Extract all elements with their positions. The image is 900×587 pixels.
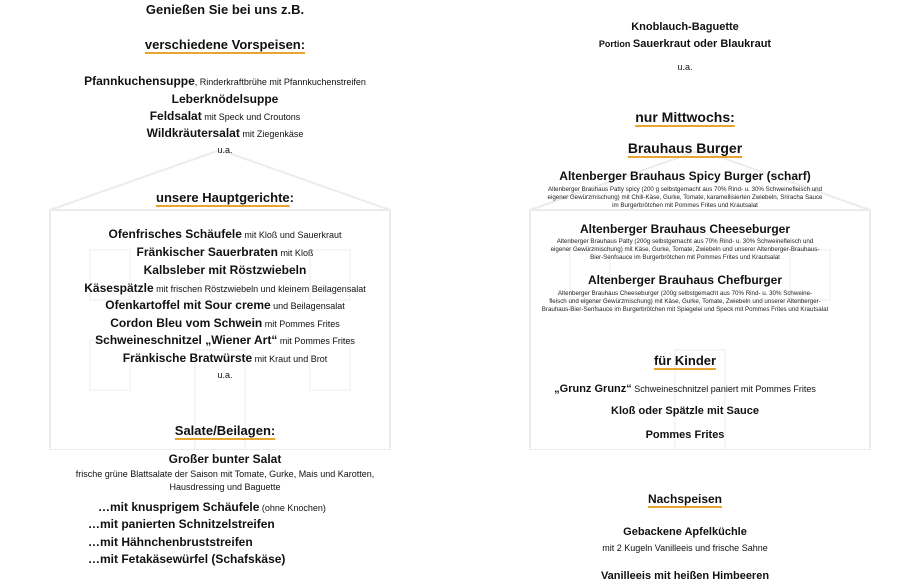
menu-item: Kloß oder Spätzle mit Sauce xyxy=(611,405,759,417)
dessert-heading: Nachspeisen xyxy=(647,492,723,506)
salad-option: …mit panierten Schnitzelstreifen xyxy=(88,517,275,531)
menu-item: Fränkische Bratwürste mit Kraut und Brot xyxy=(122,351,328,365)
salads-heading: Salate/Beilagen: xyxy=(174,423,276,438)
salad-description: Hausdressing und Baguette xyxy=(169,482,281,492)
side-item: Portion Sauerkraut oder Blaukraut xyxy=(598,38,772,50)
salad-option: …mit Fetakäsewürfel (Schafskäse) xyxy=(88,552,286,566)
burger-description: Altenberger Brauhaus Patty spicy (200 g selbstgemacht aus 70% Rind- u. 30% Schweinefleisch und xyxy=(547,186,823,193)
burger-description: Bier-Senfsauce im Burgerbrötchen mit Pommes Frites und Krautsalat xyxy=(590,254,780,261)
menu-item: Fränkischer Sauerbraten mit Kloß xyxy=(136,245,314,259)
burger-title: Altenberger Brauhaus Cheeseburger xyxy=(579,222,791,236)
more-note: u.a. xyxy=(217,145,233,155)
menu-item: Wildkräutersalat mit Ziegenkäse xyxy=(146,126,304,140)
menu-right-column xyxy=(470,0,900,587)
menu-item: „Grunz Grunz“ Schweineschnitzel paniert mit Pommes Frites xyxy=(554,383,816,395)
menu-item: Leberknödelsuppe xyxy=(171,92,279,106)
menu-item: Schweineschnitzel „Wiener Art“ mit Pommes Frites xyxy=(95,333,355,347)
menu-item: Käsespätzle mit frischen Röstzwiebeln und kleinem Beilagensalat xyxy=(84,281,366,295)
burger-description: eigener Gewürzmischung) mit Chili-Käse, Gurke, Tomate, karamellisierten Zwiebeln, Sriracha Sauce xyxy=(547,194,823,201)
dessert-description: mit 2 Kugeln Vanilleeis und frische Sahne xyxy=(602,543,768,553)
menu-item: Pommes Frites xyxy=(645,429,725,441)
salad-title: Großer bunter Salat xyxy=(168,452,282,466)
menu-item: Ofenkartoffel mit Sour creme und Beilagensalat xyxy=(105,298,345,312)
burger-description: Altenberger Brauhaus Patty (200g selbstgemacht aus 70% Rind- u. 30% Schweinefleisch und xyxy=(556,238,814,245)
side-item: Knoblauch-Baguette xyxy=(631,21,739,33)
burger-heading: Brauhaus Burger xyxy=(627,140,743,156)
intro-text: Genießen Sie bei uns z.B. xyxy=(145,2,305,17)
burger-title: Altenberger Brauhaus Chefburger xyxy=(587,273,783,287)
salad-option: …mit knusprigem Schäufele (ohne Knochen) xyxy=(98,500,326,514)
starters-heading: verschiedene Vorspeisen: xyxy=(144,37,306,52)
dessert-title: Gebackene Apfelküchle xyxy=(623,526,747,538)
menu-item: Kalbsleber mit Röstzwiebeln xyxy=(143,263,307,277)
salad-option: …mit Hähnchenbruststreifen xyxy=(88,535,253,549)
kids-heading: für Kinder xyxy=(653,353,717,368)
burger-description: Altenberger Brauhaus Cheeseburger (200g selbstgemacht aus 70% Rind- u. 30% Schweine- xyxy=(557,290,813,297)
burger-description: eigener Gewürzmischung) mit Käse, Gurke, Tomate, Zwiebeln und unserer Altenberger-Brauhaus- xyxy=(550,246,820,253)
burger-description: im Burgerbrötchen mit Pommes Frites und Krautsalat xyxy=(612,202,758,209)
menu-item: Feldsalat mit Speck und Croutons xyxy=(149,109,301,123)
burger-title: Altenberger Brauhaus Spicy Burger (scharf) xyxy=(559,169,811,183)
dessert-title: Vanilleeis mit heißen Himbeeren xyxy=(600,570,770,582)
burger-description: fleisch und eigener Gewürzmischung) mit Käse, Gurke, Tomate, Zwiebeln und unserer Altenberger- xyxy=(549,298,821,305)
menu-item: Cordon Bleu vom Schwein mit Pommes Frites xyxy=(110,316,340,330)
more-note: u.a. xyxy=(217,370,233,380)
menu-item: Ofenfrisches Schäufele mit Kloß und Sauerkraut xyxy=(108,227,342,241)
burger-description: Brauhaus-Bier-Senfsauce im Burgerbrötchen mit Spiegelei und Speck mit Pommes Frites und Krautsalat xyxy=(541,306,829,313)
more-note: u.a. xyxy=(677,62,693,72)
mains-heading: unsere Hauptgerichte: xyxy=(156,190,294,205)
menu-item: Pfannkuchensuppe, Rinderkraftbrühe mit Pfannkuchenstreifen xyxy=(84,74,366,88)
wednesday-heading: nur Mittwochs: xyxy=(635,109,735,125)
salad-description: frische grüne Blattsalate der Saison mit Tomate, Gurke, Mais und Karotten, xyxy=(75,469,375,479)
